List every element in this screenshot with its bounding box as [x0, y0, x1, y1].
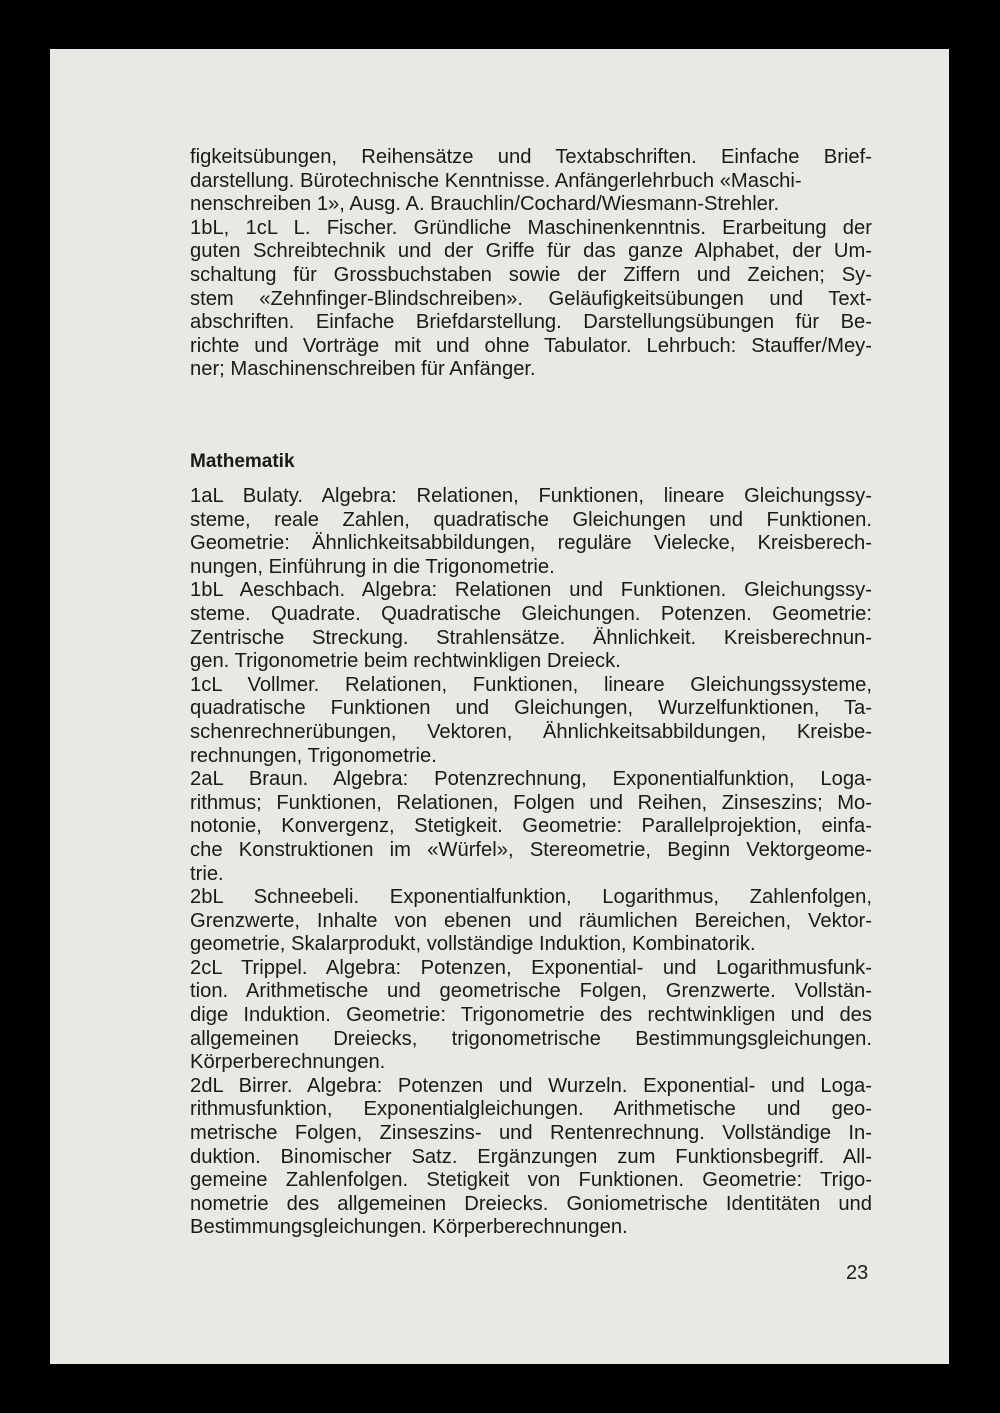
text-line: allgemeinen Dreiecks, trigonometrische Bestimmungsgleichungen. — [190, 1027, 872, 1050]
text-line: 2dL Birrer. Algebra: Potenzen und Wurzeln. Exponential- und Loga- — [190, 1074, 872, 1097]
text-line: notonie, Konvergenz, Stetigkeit. Geometrie: Parallelprojektion, einfa- — [190, 815, 872, 838]
text-line: geometrie, Skalarprodukt, vollständige Induktion, Kombinatorik. — [190, 933, 756, 956]
intro-paragraph — [190, 146, 872, 382]
text-line: nometrie des allgemeinen Dreiecks. Goniometrische Identitäten und — [190, 1192, 872, 1215]
text-line: 2cL Trippel. Algebra: Potenzen, Exponential- und Logarithmusfunk- — [190, 956, 872, 979]
text-line: steme, reale Zahlen, quadratische Gleichungen und Funktionen. — [190, 508, 872, 531]
text-line: 2aL Braun. Algebra: Potenzrechnung, Exponentialfunktion, Loga- — [190, 768, 872, 791]
text-line: richte und Vorträge mit und ohne Tabulator. Lehrbuch: Stauffer/Mey- — [190, 334, 872, 357]
text-line: 1aL Bulaty. Algebra: Relationen, Funktionen, lineare Gleichungssy- — [190, 485, 872, 507]
text-line: tion. Arithmetische und geometrische Folgen, Grenzwerte. Vollstän- — [190, 980, 872, 1003]
text-line: rechnungen, Trigonometrie. — [190, 744, 437, 767]
text-line: 2bL Schneebeli. Exponentialfunktion, Logarithmus, Zahlenfolgen, — [190, 886, 872, 909]
text-line: abschriften. Einfache Briefdarstellung. Darstellungsübungen für Be- — [190, 311, 872, 334]
text-line: gen. Trigonometrie beim rechtwinkligen Dreieck. — [190, 650, 621, 673]
text-line: trie. — [190, 862, 224, 885]
text-line: nungen, Einführung in die Trigonometrie. — [190, 555, 555, 578]
text-line: Geometrie: Ähnlichkeitsabbildungen, reguläre Vielecke, Kreisberech- — [190, 532, 872, 555]
text-line: stem «Zehnfinger-Blindschreiben». Geläufigkeitsübungen und Text- — [190, 287, 872, 310]
document-page — [50, 49, 949, 1364]
text-line: rithmus; Funktionen, Relationen, Folgen und Reihen, Zinseszins; Mo- — [190, 791, 872, 814]
text-line: darstellung. Bürotechnische Kenntnisse. Anfängerlehrbuch «Maschi- — [190, 169, 802, 192]
text-line: schenrechnerübungen, Vektoren, Ähnlichkeitsabbildungen, Kreisbe- — [190, 720, 872, 743]
page-number: 23 — [846, 1262, 869, 1284]
text-line: guten Schreibtechnik und der Griffe für das ganze Alphabet, der Um- — [190, 240, 872, 263]
text-line: Körperberechnungen. — [190, 1051, 386, 1074]
text-line: nenschreiben 1», Ausg. A. Brauchlin/Cochard/Wiesmann-Strehler. — [190, 193, 780, 216]
text-line: Grenzwerte, Inhalte von ebenen und räumlichen Bereichen, Vektor- — [190, 909, 872, 932]
math-section — [190, 485, 872, 1240]
text-line: Zentrische Streckung. Strahlensätze. Ähnlichkeit. Kreisberechnun- — [190, 626, 872, 649]
text-line: metrische Folgen, Zinseszins- und Rentenrechnung. Vollständige In- — [190, 1122, 872, 1145]
section-heading: Mathematik — [190, 451, 295, 472]
text-line: quadratische Funktionen und Gleichungen, Wurzelfunktionen, Ta- — [190, 697, 872, 720]
text-line: che Konstruktionen im «Würfel», Stereometrie, Beginn Vektorgeome- — [190, 838, 872, 861]
text-line: 1cL Vollmer. Relationen, Funktionen, lineare Gleichungssysteme, — [190, 673, 872, 696]
text-line: steme. Quadrate. Quadratische Gleichungen. Potenzen. Geometrie: — [190, 602, 872, 625]
text-line: ner; Maschinenschreiben für Anfänger. — [190, 358, 536, 381]
text-line: duktion. Binomischer Satz. Ergänzungen zum Funktionsbegriff. All- — [190, 1145, 872, 1168]
text-line: gemeine Zahlenfolgen. Stetigkeit von Funktionen. Geometrie: Trigo- — [190, 1169, 872, 1192]
text-line: 1bL Aeschbach. Algebra: Relationen und Funktionen. Gleichungssy- — [190, 579, 872, 602]
text-line: dige Induktion. Geometrie: Trigonometrie des rechtwinkligen und des — [190, 1004, 872, 1027]
text-line: figkeitsübungen, Reihensätze und Textabschriften. Einfache Brief- — [190, 146, 872, 168]
text-line: 1bL, 1cL L. Fischer. Gründliche Maschinenkenntnis. Erarbeitung der — [190, 216, 872, 239]
text-line: schaltung für Grossbuchstaben sowie der Ziffern und Zeichen; Sy- — [190, 263, 872, 286]
text-line: Bestimmungsgleichungen. Körperberechnungen. — [190, 1216, 628, 1239]
text-line: rithmusfunktion, Exponentialgleichungen. Arithmetische und geo- — [190, 1098, 872, 1121]
